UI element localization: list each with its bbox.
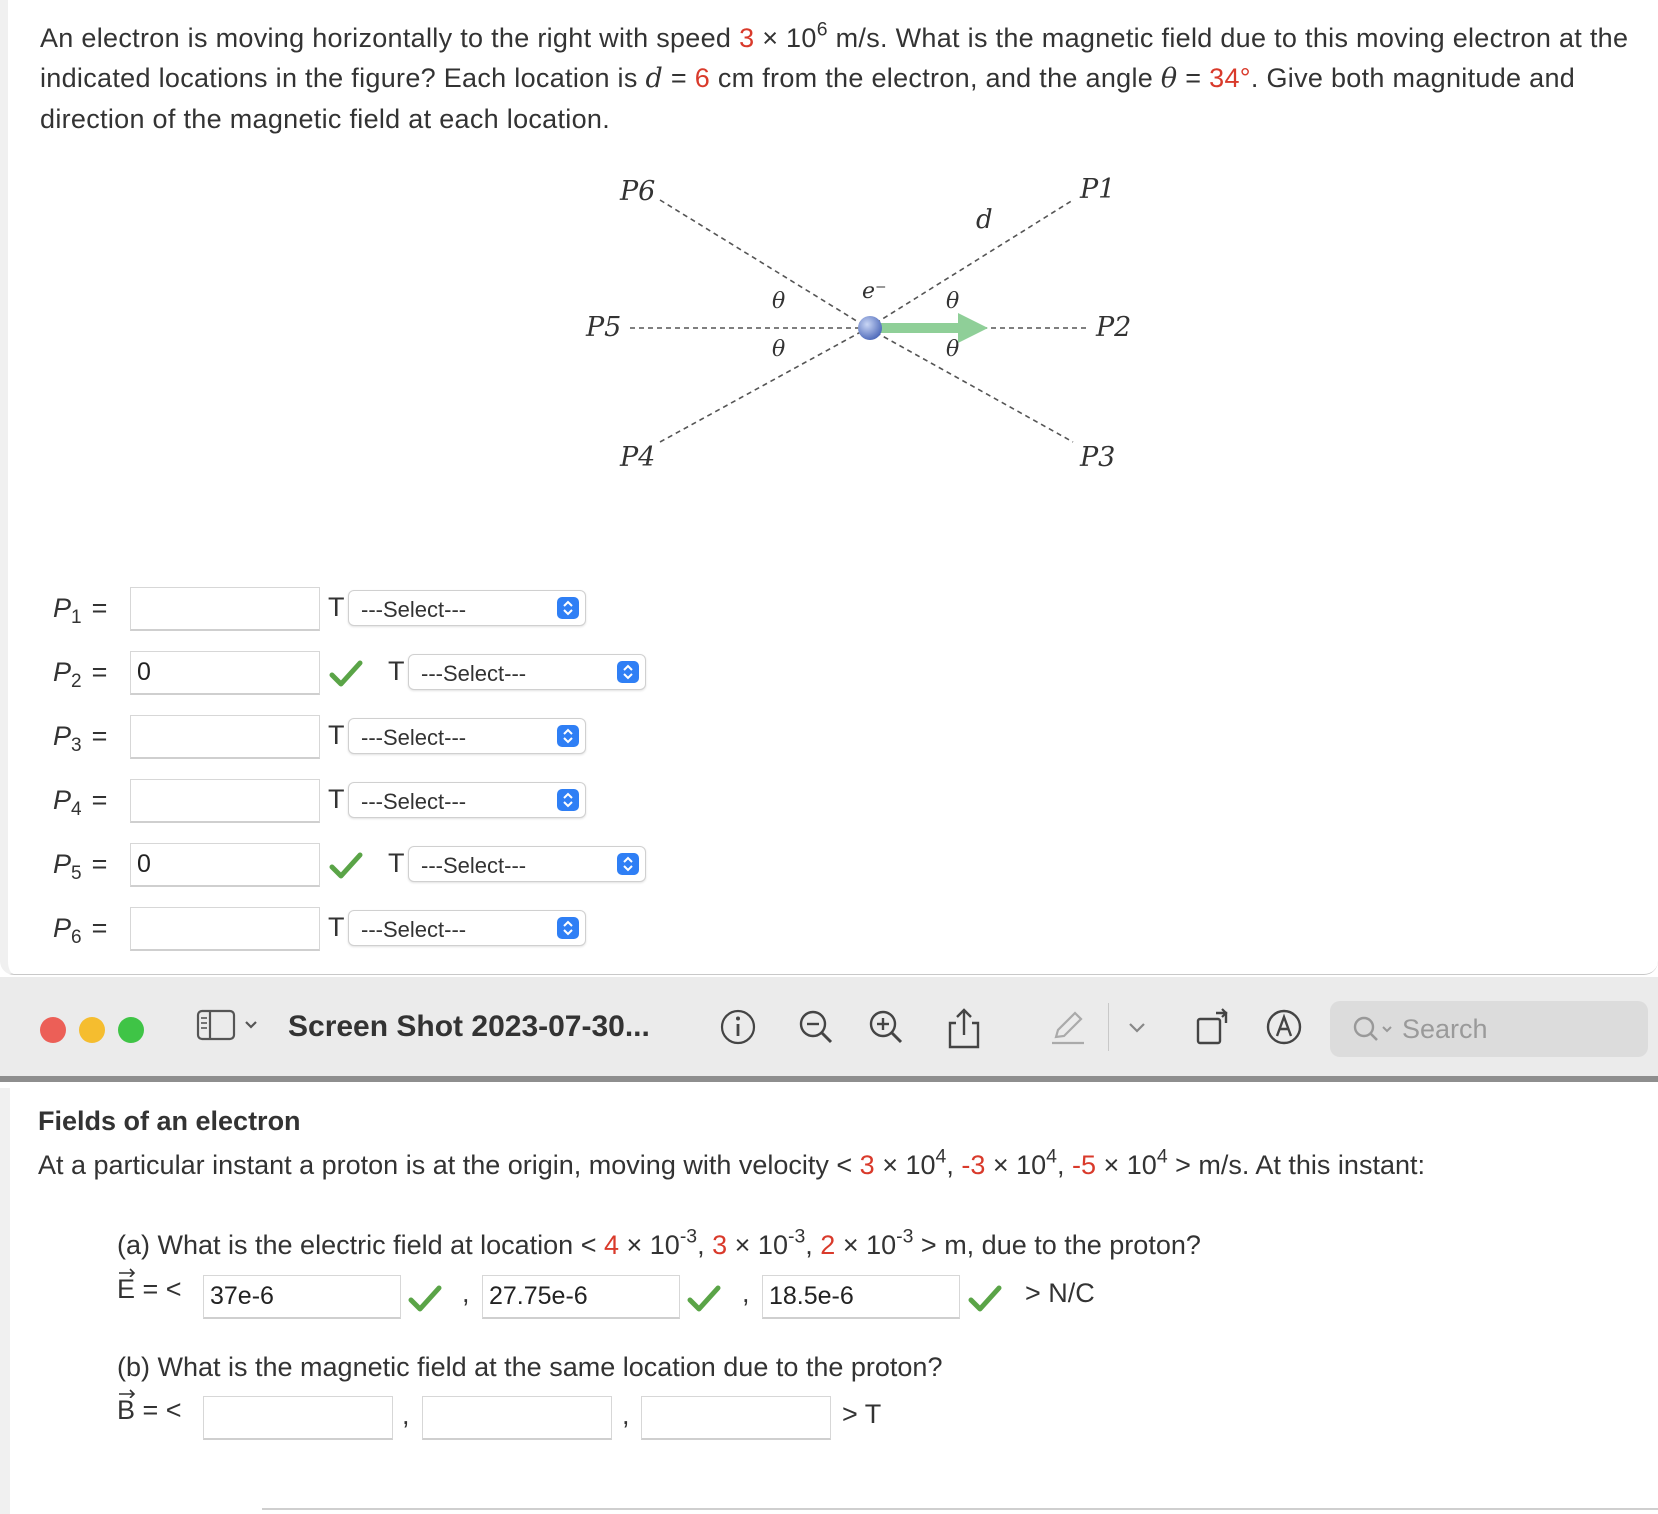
unit-label: T: [388, 656, 405, 686]
theta-upper-right: θ: [946, 289, 960, 314]
unit-label: T: [328, 592, 345, 622]
unit-label: T: [328, 784, 345, 814]
chevron-updown-icon: [617, 853, 639, 875]
velocity-arrow-head: [958, 313, 988, 343]
p4-magnitude-input[interactable]: [130, 779, 320, 823]
toolbar-divider: [1108, 1003, 1109, 1051]
row-label: $P_6$ =: [53, 913, 108, 948]
e-z-input[interactable]: [762, 1275, 960, 1319]
e-vector-label: E = <: [117, 1274, 182, 1305]
e-y-input[interactable]: [482, 1275, 680, 1319]
checkmark-icon: [329, 851, 363, 881]
markup-icon[interactable]: [1264, 1007, 1304, 1047]
checkmark-icon: [968, 1284, 1002, 1314]
question-b: (b) What is the magnetic field at the same location due to the proton?: [117, 1352, 943, 1382]
unit-label: T: [388, 848, 405, 878]
chevron-down-icon[interactable]: [1126, 1017, 1148, 1039]
vector-arrow-icon: [118, 1388, 136, 1398]
search-field[interactable]: [1330, 1001, 1648, 1057]
search-icon: [1352, 1015, 1396, 1045]
document-title: Screen Shot 2023-07-30...: [288, 1010, 650, 1043]
p5-direction-select[interactable]: ---Select---: [408, 846, 646, 882]
b-x-input[interactable]: [203, 1396, 393, 1440]
checkmark-icon: [408, 1284, 442, 1314]
comma: ,: [742, 1278, 750, 1308]
p2-magnitude-input[interactable]: [130, 651, 320, 695]
p6-direction-select[interactable]: ---Select---: [348, 910, 586, 946]
line-p1: [868, 200, 1073, 328]
p1-direction-select[interactable]: ---Select---: [348, 590, 586, 626]
theta-lower-left: θ: [772, 337, 786, 362]
sidebar-toggle-icon[interactable]: [196, 1007, 260, 1047]
question-a: (a) What is the electric field at location < $4 \times 10^{-3}$, $3 \times 10^{-3}$, $2 \times 10^{-3} > m$, due to the proton?: [117, 1225, 1201, 1260]
checkmark-icon: [329, 659, 363, 689]
search-placeholder: Search: [1402, 1014, 1488, 1044]
checkmark-icon: [687, 1284, 721, 1314]
zoom-in-icon[interactable]: [866, 1007, 906, 1047]
label-p4: P4: [620, 442, 656, 473]
info-icon[interactable]: [718, 1007, 758, 1047]
comma: ,: [622, 1400, 630, 1430]
b-y-input[interactable]: [422, 1396, 612, 1440]
label-p2: P2: [1096, 312, 1132, 343]
p3-direction-select[interactable]: ---Select---: [348, 718, 586, 754]
p4-direction-select[interactable]: ---Select---: [348, 782, 586, 818]
zoom-out-icon[interactable]: [796, 1007, 836, 1047]
close-window-button[interactable]: [40, 1017, 66, 1043]
row-label: $P_3$ =: [53, 721, 108, 756]
label-electron: e⁻: [862, 279, 887, 304]
label-d: d: [976, 205, 993, 235]
zoom-window-button[interactable]: [118, 1017, 144, 1043]
row-label: $P_4$ =: [53, 785, 108, 820]
e-unit: > N/C: [1025, 1278, 1095, 1308]
label-p3: P3: [1080, 442, 1116, 473]
rotate-icon[interactable]: [1194, 1007, 1234, 1047]
row-label: $P_1$ =: [53, 593, 108, 628]
theta-lower-right: θ: [946, 337, 960, 362]
unit-label: T: [328, 912, 345, 942]
line-p6: [660, 200, 868, 328]
problem-2-title: Fields of an electron: [38, 1106, 301, 1136]
problem-2-panel: [0, 1088, 1658, 1514]
b-unit: > T: [842, 1399, 882, 1429]
row-label: $P_5$ =: [53, 849, 108, 884]
chevron-updown-icon: [557, 597, 579, 619]
label-p1: P1: [1080, 174, 1116, 205]
label-p5: P5: [586, 312, 622, 343]
bottom-divider: [262, 1508, 1658, 1510]
b-vector-label: B = <: [117, 1395, 182, 1426]
e-x-input[interactable]: [203, 1275, 401, 1319]
unit-label: T: [328, 720, 345, 750]
markup-pen-icon[interactable]: [1048, 1007, 1088, 1047]
b-z-input[interactable]: [641, 1396, 831, 1440]
theta-upper-left: θ: [772, 289, 786, 314]
electron: [858, 316, 882, 340]
problem-1-question: An electron is moving horizontally to the right with speed $3 \times 10^6$ m/s. What is the magnetic field due to this moving electron at the indicated locations in the figure? Each location is d = 6 cm from the electron, and the angle θ = 34°. Give both magnitude and direction of the magnetic field at each location.: [40, 18, 1629, 134]
p3-magnitude-input[interactable]: [130, 715, 320, 759]
chevron-updown-icon: [557, 725, 579, 747]
p2-direction-select[interactable]: ---Select---: [408, 654, 646, 690]
problem-2-intro: At a particular instant a proton is at the origin, moving with velocity < $3 \times 10^4$, $-3 \times 10^4$, $-5 \times 10^4 > m/s$. At this instant:: [38, 1145, 1425, 1180]
comma: ,: [402, 1400, 410, 1430]
p6-magnitude-input[interactable]: [130, 907, 320, 951]
p5-magnitude-input[interactable]: [130, 843, 320, 887]
p1-magnitude-input[interactable]: [130, 587, 320, 631]
line-p4: [660, 328, 868, 442]
preview-toolbar: [0, 977, 1658, 1082]
chevron-updown-icon: [557, 917, 579, 939]
electron-field-figure: [568, 170, 1148, 490]
share-icon[interactable]: [944, 1007, 984, 1051]
minimize-window-button[interactable]: [79, 1017, 105, 1043]
chevron-updown-icon: [617, 661, 639, 683]
row-label: $P_2$ =: [53, 657, 108, 692]
line-p3: [868, 328, 1073, 442]
label-p6: P6: [620, 176, 656, 207]
chevron-updown-icon: [557, 789, 579, 811]
comma: ,: [462, 1278, 470, 1308]
vector-arrow-icon: [118, 1267, 136, 1277]
